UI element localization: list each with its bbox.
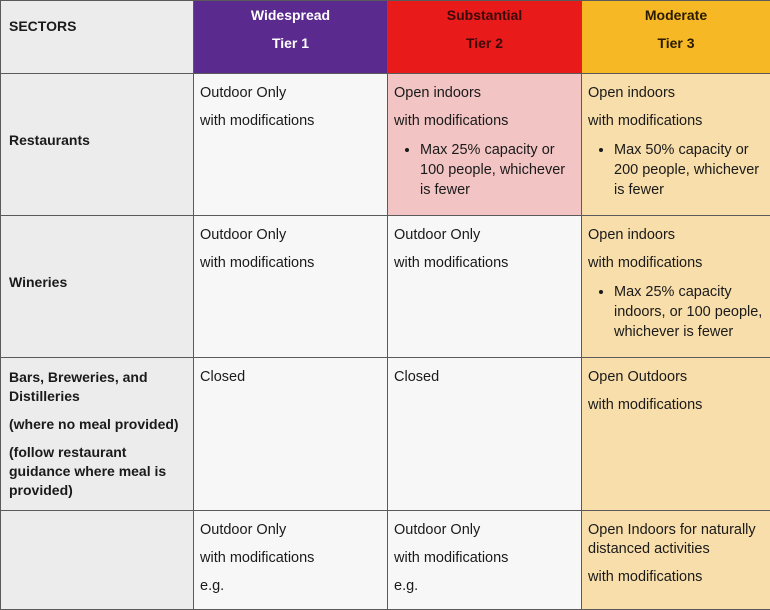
tier-2-header: [388, 1, 582, 74]
sector-label: Bars, Breweries, and Distilleries: [9, 368, 185, 406]
tier-1-header: [194, 1, 388, 74]
cell-line: with modifications: [200, 112, 381, 131]
sector-note: (follow restaurant guidance where meal is provided): [9, 443, 185, 500]
cell-line: with modifications: [200, 549, 381, 568]
cell-line: Outdoor Only: [394, 226, 575, 245]
row-bars: [1, 358, 770, 511]
cell-line: Open indoors: [588, 226, 764, 245]
cell-bullet: • Max 25% capacity or 100 people, whichever is fewer: [420, 140, 575, 200]
sector-cell: [1, 74, 194, 216]
cell-line: e.g.: [394, 577, 575, 596]
cell-bullet: • Max 50% capacity or 200 people, whichever is fewer: [614, 140, 764, 200]
tier-3-cell: [582, 358, 770, 511]
cell-line: Closed: [394, 368, 575, 387]
cell-line: Open Indoors for naturally distanced activities: [588, 521, 764, 559]
cell-line: with modifications: [200, 254, 381, 273]
tier-3-name: Moderate: [582, 1, 770, 25]
row-wineries: [1, 216, 770, 358]
cell-line: with modifications: [588, 254, 764, 273]
cell-line: Closed: [200, 368, 381, 387]
cell-bullets: [588, 140, 764, 200]
tier-1-cell: [194, 511, 388, 610]
cell-bullet: • Max 25% capacity indoors, or 100 people, whichever is fewer: [614, 282, 764, 342]
tier-2-cell: [388, 358, 582, 511]
cell-line: Outdoor Only: [394, 521, 575, 540]
tier-1-label: Tier 1: [194, 25, 387, 53]
tier-3-cell: [582, 511, 770, 610]
tier-2-name: Substantial: [388, 1, 581, 25]
tier-1-cell: [194, 74, 388, 216]
sector-cell: [1, 511, 194, 610]
tier-3-cell: [582, 216, 770, 358]
row-restaurants: [1, 74, 770, 216]
cell-line: with modifications: [394, 549, 575, 568]
sector-label: Wineries: [9, 273, 185, 292]
cell-line: Open Outdoors: [588, 368, 764, 387]
row-partial: [1, 511, 770, 610]
cell-bullets: [588, 282, 764, 342]
tier-2-cell: [388, 216, 582, 358]
cell-bullets: [394, 140, 575, 200]
tier-2-label: Tier 2: [388, 25, 581, 53]
cell-line: Outdoor Only: [200, 226, 381, 245]
cell-line: with modifications: [588, 112, 764, 131]
cell-line: Open indoors: [588, 84, 764, 103]
tier-3-cell: [582, 74, 770, 216]
cell-line: Outdoor Only: [200, 521, 381, 540]
tier-1-cell: [194, 358, 388, 511]
tier-2-cell: [388, 511, 582, 610]
sectors-header: SECTORS: [1, 1, 194, 74]
cell-line: with modifications: [394, 112, 575, 131]
tier-3-label: Tier 3: [582, 25, 770, 53]
cell-line: with modifications: [394, 254, 575, 273]
tier-1-cell: [194, 216, 388, 358]
sector-label: Restaurants: [9, 131, 185, 150]
cell-line: Outdoor Only: [200, 84, 381, 103]
tier-3-header: [582, 1, 770, 74]
cell-line: with modifications: [588, 568, 764, 587]
tier-1-name: Widespread: [194, 1, 387, 25]
sector-cell: [1, 358, 194, 511]
cell-line: e.g.: [200, 577, 381, 596]
tier-2-cell: [388, 74, 582, 216]
sector-note: (where no meal provided): [9, 415, 185, 434]
cell-line: Open indoors: [394, 84, 575, 103]
sector-cell: [1, 216, 194, 358]
cell-line: with modifications: [588, 396, 764, 415]
header-row: [1, 1, 770, 74]
